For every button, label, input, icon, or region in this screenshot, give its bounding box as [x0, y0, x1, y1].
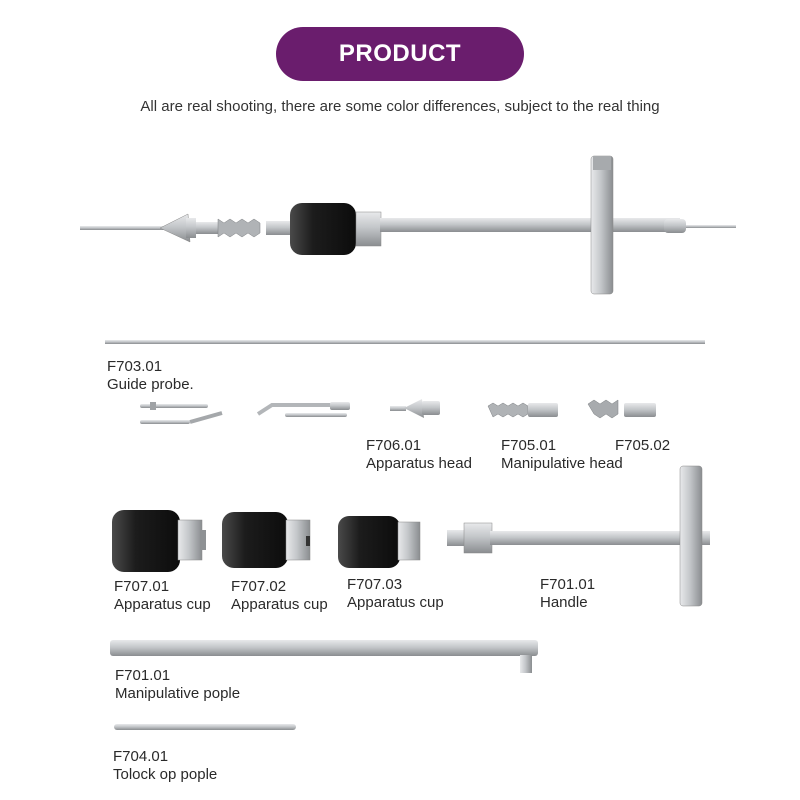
part-name: Apparatus cup	[114, 596, 211, 613]
label-cup-2	[231, 578, 328, 614]
label-apparatus-head	[366, 437, 472, 473]
part-code: F707.01	[114, 578, 170, 595]
part-code: F703.01	[107, 358, 163, 375]
part-name: Guide probe.	[107, 376, 194, 393]
label-guide-probe	[107, 358, 194, 394]
label-handle	[540, 576, 595, 612]
label-manipulative-pole	[115, 667, 240, 703]
cup-1-image	[112, 510, 206, 572]
label-manipulative-head-2	[615, 437, 670, 455]
subtitle: All are real shooting, there are some color differences, subject to the real thing	[140, 98, 660, 115]
part-name: Manipulative pople	[115, 685, 241, 702]
part-code: F701.01	[115, 667, 171, 684]
label-tolock-pole	[113, 748, 217, 784]
part-code: F705.01	[501, 437, 557, 454]
part-name: Handle	[540, 594, 588, 611]
part-name: Apparatus cup	[231, 596, 328, 613]
pins-image	[140, 402, 350, 424]
cup-2-image	[222, 512, 310, 568]
part-code: F707.03	[347, 576, 403, 593]
part-name: Tolock op pople	[113, 766, 218, 783]
part-code: F706.01	[366, 437, 422, 454]
assembled-instrument	[80, 156, 736, 294]
part-code: F701.01	[540, 576, 596, 593]
label-cup-1	[114, 578, 211, 614]
part-name: Apparatus cup	[347, 594, 444, 611]
part-name: Apparatus head	[366, 455, 472, 472]
tolock-pole-image	[114, 724, 296, 730]
part-code: F704.01	[113, 748, 169, 765]
manipulative-head-1-image	[488, 403, 558, 417]
part-code: F707.02	[231, 578, 287, 595]
label-cup-3	[347, 576, 444, 612]
apparatus-head-image	[390, 399, 440, 418]
part-code: F705.02	[615, 437, 671, 454]
manipulative-head-2-image	[588, 400, 656, 418]
cup-3-image	[338, 516, 420, 568]
part-name: Manipulative head	[501, 455, 623, 472]
label-manipulative-head-1	[501, 437, 623, 473]
guide-probe-image	[105, 340, 705, 344]
header-title: PRODUCT	[338, 40, 462, 67]
